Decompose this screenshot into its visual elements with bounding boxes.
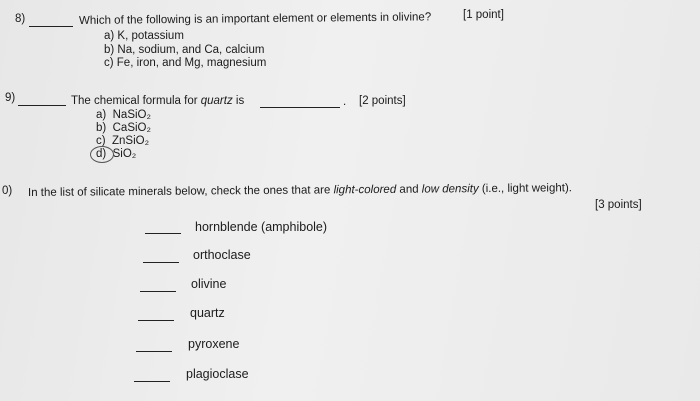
mineral-item-label: hornblende (amphibole) — [195, 220, 328, 234]
mineral-item-label: plagioclase — [186, 367, 249, 381]
mineral-check-blank[interactable] — [140, 291, 176, 292]
q9-question-text: The chemical formula for quartz is — [71, 95, 245, 107]
q9-points: [2 points] — [359, 95, 406, 107]
q9-option-c: c) ZnSiO₂ — [96, 135, 150, 147]
q10-question-text: In the list of silicate minerals below, check the ones that are light-colored and low density (i.e., light weight). — [27, 182, 573, 199]
q9-period: . — [343, 96, 347, 108]
q8-option-c: c) Fe, iron, and Mg, magnesium — [104, 57, 267, 69]
q10-points: [3 points] — [595, 199, 642, 211]
mineral-check-blank[interactable] — [143, 262, 179, 263]
mineral-check-blank[interactable] — [138, 320, 174, 321]
q8-option-a: a) K, potassium — [104, 30, 184, 42]
q10-number: 0) — [2, 185, 13, 197]
q8-points: [1 point] — [463, 9, 504, 21]
mineral-item-label: quartz — [190, 306, 225, 320]
q9-option-d-circle-mark — [90, 146, 114, 163]
q8-question-text: Which of the following is an important element or elements in olivine? — [78, 11, 432, 27]
mineral-check-blank[interactable] — [145, 233, 181, 234]
mineral-check-blank[interactable] — [134, 381, 170, 382]
q8-number: 8) — [15, 13, 26, 25]
mineral-item-label: olivine — [191, 277, 227, 291]
q9-quartz-italic: quartz — [200, 95, 233, 107]
q9-option-d: d) SiO₂ — [96, 148, 137, 160]
q8-option-b: b) Na, sodium, and Ca, calcium — [104, 44, 265, 56]
mineral-item-label: pyroxene — [188, 337, 240, 351]
q9-option-a: a) NaSiO₂ — [96, 109, 151, 121]
q9-option-b: b) CaSiO₂ — [96, 122, 151, 134]
mineral-item-label: orthoclase — [193, 248, 251, 262]
q9-formula-blank[interactable] — [260, 107, 340, 108]
q9-number: 9) — [5, 92, 16, 104]
q8-answer-blank[interactable] — [29, 26, 73, 27]
mineral-check-blank[interactable] — [136, 351, 172, 352]
q9-answer-blank[interactable] — [18, 105, 66, 106]
